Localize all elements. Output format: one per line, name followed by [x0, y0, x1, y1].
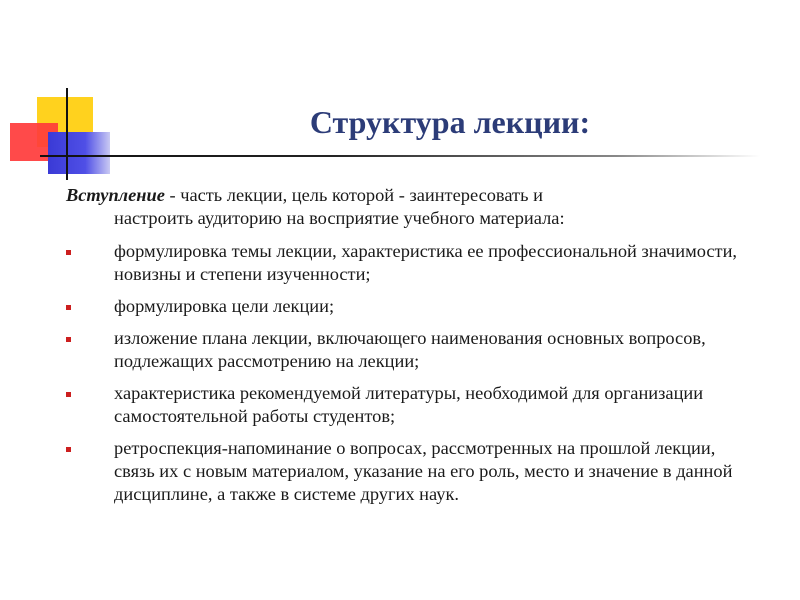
- list-item-text: характеристика рекомендуемой литературы, необходимой для организации самостоятельной работы студентов;: [114, 383, 704, 426]
- intro-text-line2: настроить аудиторию на восприятие учебного материала:: [114, 208, 565, 228]
- square-bullet-icon: [66, 305, 71, 310]
- intro-text-line1: - часть лекции, цель которой - заинтересовать и: [164, 185, 543, 205]
- square-bullet-icon: [66, 337, 71, 342]
- list-item: [66, 295, 756, 318]
- list-item-text: ретроспекция-напоминание о вопросах, рассмотренных на прошлой лекции, связь их с новым материалом, указание на его роль, место и значение в данной дисциплине, а также в системе других наук.: [114, 438, 733, 504]
- logo-blue-square: [48, 132, 110, 174]
- slide-title: Структура лекции:: [309, 104, 591, 140]
- list-item-text: формулировка темы лекции, характеристика ее профессиональной значимости, новизны и степени изученности;: [114, 241, 738, 284]
- decorative-logo: [0, 0, 130, 180]
- list-item: [66, 327, 756, 373]
- square-bullet-icon: [66, 447, 71, 452]
- bullet-list: [66, 240, 756, 506]
- square-bullet-icon: [66, 392, 71, 397]
- slide-body: [66, 184, 756, 515]
- intro-term: Вступление: [66, 185, 165, 205]
- list-item-text: формулировка цели лекции;: [114, 296, 335, 316]
- list-item-text: изложение плана лекции, включающего наименования основных вопросов, подлежащих рассмотрению на лекции;: [114, 328, 706, 371]
- list-item: [66, 382, 756, 428]
- list-item: [66, 240, 756, 286]
- list-item: [66, 437, 756, 506]
- square-bullet-icon: [66, 250, 71, 255]
- logo-vertical-line: [66, 88, 68, 180]
- title-underline: [40, 155, 760, 157]
- intro-paragraph: [66, 184, 756, 230]
